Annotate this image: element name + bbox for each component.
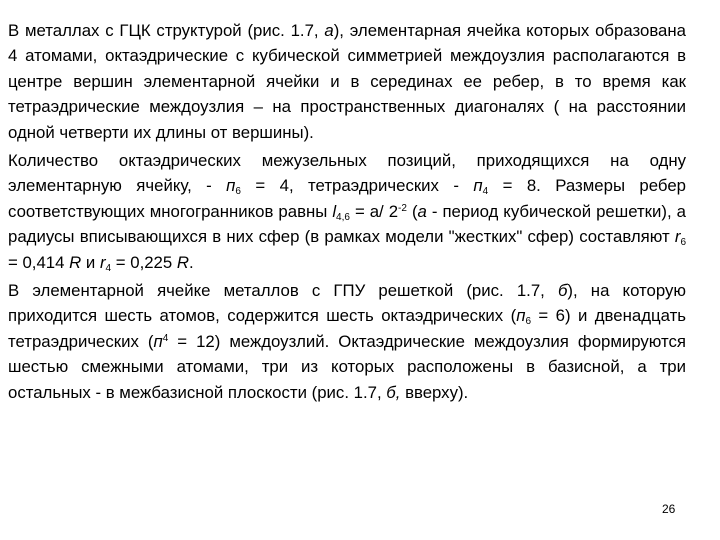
subscript: 6 xyxy=(680,237,686,249)
var-r: r xyxy=(674,227,681,247)
text-run: и xyxy=(81,252,100,272)
text-run: = a/ 2 xyxy=(349,201,399,221)
text-run: = 4, тетраэдрических - xyxy=(240,176,474,196)
text-run: - период кубической решетки), а радиусы вписывающихся в них сфер (в рамках модели "жестких" сфер) составляют xyxy=(8,201,686,247)
text-run: В элементарной ячейке металлов с ГПУ решеткой (рис. 1.7, xyxy=(8,281,558,301)
var-R: R xyxy=(69,252,82,272)
var-l: l xyxy=(332,201,337,221)
figure-ref-b: б xyxy=(557,281,568,301)
text-run: Количество октаэдрических межузельных позиций, приходящихся на одну элементарную ячейку, - xyxy=(8,151,686,196)
subscript: 4 xyxy=(105,262,112,274)
superscript: 4 xyxy=(162,332,169,344)
var-n: п xyxy=(226,176,236,196)
page-number: 26 xyxy=(662,502,676,516)
var-n: п xyxy=(153,331,163,351)
text-run: ), элементарная ячейка которых образована 4 атомами, октаэдрические с кубической симметрией междоузлия располагаются в центре вершин элементарной ячейки и в серединах ее ребер, в то время как тетраэдрические междоузлия – на пространственных диагоналях ( на расстоянии одной четверти их длины от вершины). xyxy=(8,21,686,142)
text-run: = 0,414 xyxy=(8,252,70,272)
slide-text-body xyxy=(8,18,686,405)
text-run: вверху). xyxy=(400,382,469,402)
superscript: -2 xyxy=(398,202,407,214)
var-r: r xyxy=(99,252,106,272)
text-run: . xyxy=(189,252,194,272)
text-run: ( xyxy=(406,201,418,221)
text-run: = 8. Размеры ребер соответствующих многогранников равны xyxy=(8,176,686,221)
var-a: а xyxy=(417,201,427,221)
paragraph-fcc-interstitials xyxy=(8,18,686,145)
figure-ref-b: б, xyxy=(386,382,401,402)
var-R: R xyxy=(176,252,190,272)
paragraph-interstitial-count xyxy=(8,148,686,275)
text-run: = 0,225 xyxy=(111,252,177,272)
subscript: 4,6 xyxy=(336,211,350,223)
text-run: ), на которую приходится шесть атомов, содержится шесть октаэдрических ( xyxy=(8,281,686,326)
var-n: п xyxy=(516,306,526,326)
subscript: 6 xyxy=(525,316,531,328)
text-run: = 6) и двенадцать тетраэдрических ( xyxy=(8,306,686,351)
text-run: В металлах с ГЦК структурой (рис. 1.7, xyxy=(8,21,325,40)
subscript: 4 xyxy=(482,186,489,198)
var-n: п xyxy=(473,176,483,196)
figure-ref-a: а xyxy=(324,21,334,40)
subscript: 6 xyxy=(235,186,241,198)
text-run: = 12) междоузлий. Октаэдрические междоузлия формируются шестью смежными атомами, три из которых расположены в базисной, а три остальных - в межбазисной плоскости (рис. 1.7, xyxy=(8,331,687,402)
paragraph-hcp-interstitials xyxy=(8,278,686,405)
